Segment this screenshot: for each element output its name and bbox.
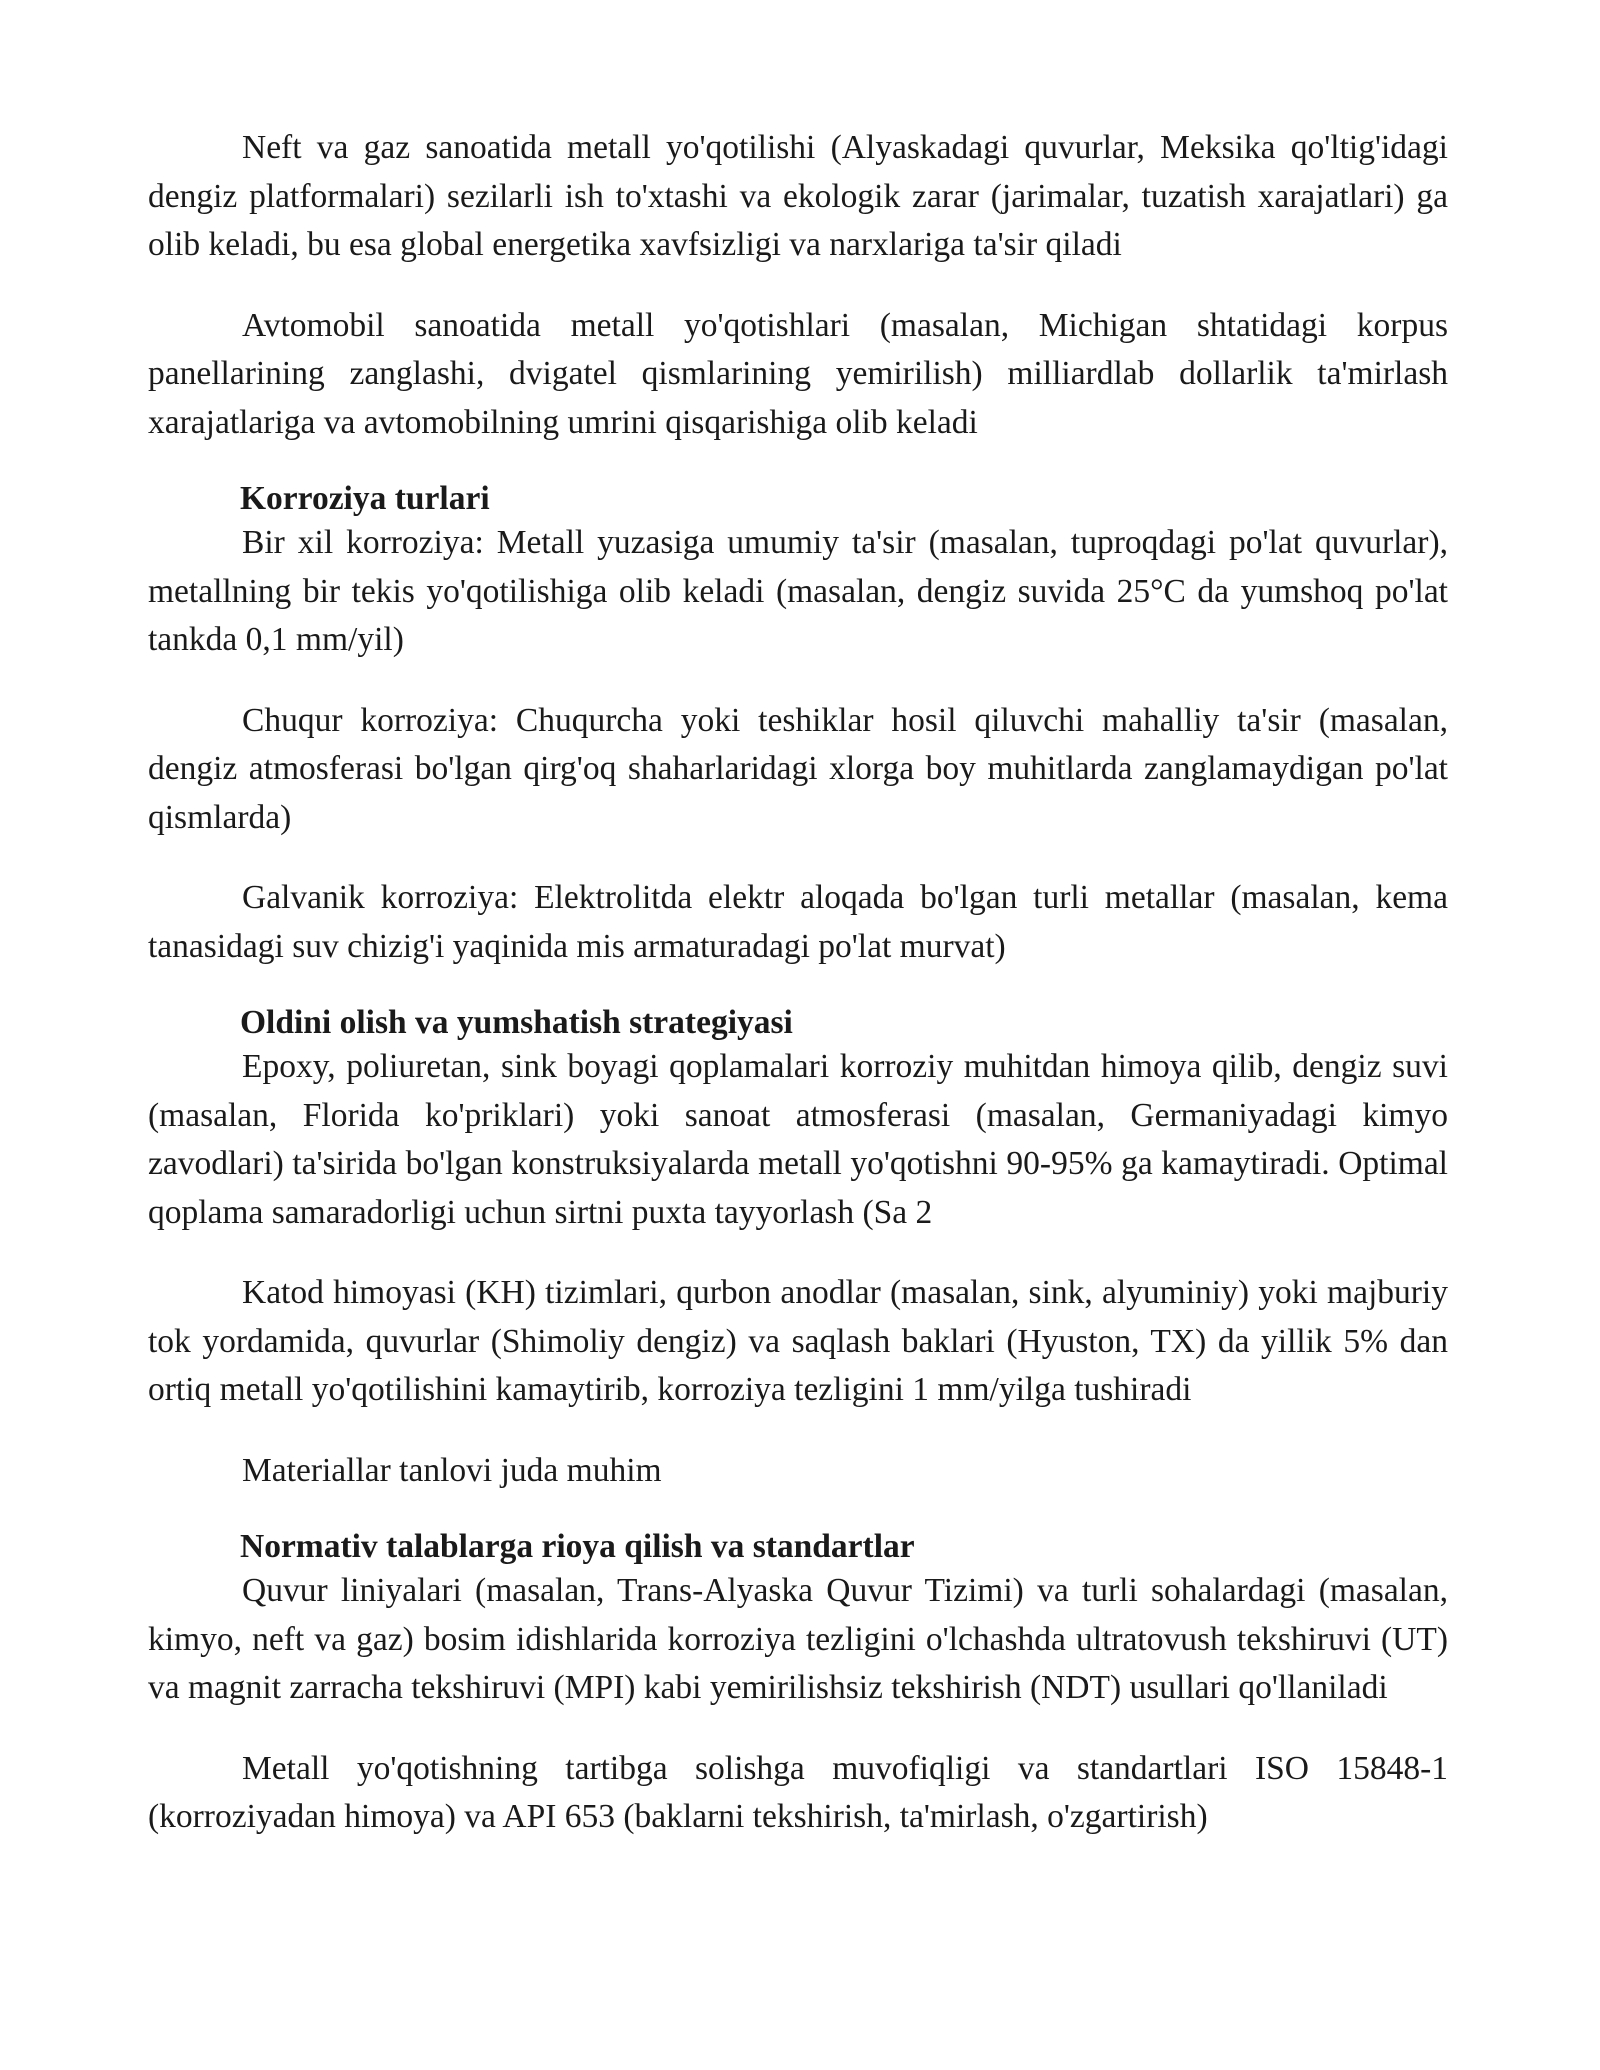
paragraph-cathodic-protection: Katod himoyasi (KH) tizimlari, qurbon anodlar (masalan, sink, alyuminiy) yoki majburiy tok yordamida, quvurlar (Shimoliy dengiz) va saqlash baklari (Hyuston, TX) da yillik 5% dan ortiq metall yo'qotilishini kamaytirib, korroziya tezligini 1 mm/yilga tushiradi — [148, 1274, 1448, 1408]
heading-regulatory-standards: Normativ talablarga rioya qilish va standartlar — [240, 1528, 915, 1565]
paragraph-automotive: Avtomobil sanoatida metall yo'qotishlari (masalan, Michigan shtatidagi korpus panellarining zanglashi, dvigatel qismlarining yemirilish) milliardlab dollarlik ta'mirlash xarajatlariga va avtomobilning umrini qisqarishiga olib keladi — [148, 306, 1448, 441]
paragraph-ndt-methods: Quvur liniyalari (masalan, Trans-Alyaska Quvur Tizimi) va turli sohalardagi (masalan, kimyo, neft va gaz) bosim idishlarida korroziya tezligini o'lchashda ultratovush tekshiruvi (UT) va magnit zarracha tekshiruvi (MPI) kabi yemirilishsiz tekshirish (NDT) usullari qo'llaniladi — [148, 1572, 1448, 1706]
paragraph-oil-gas: Neft va gaz sanoatida metall yo'qotilishi (Alyaskadagi quvurlar, Meksika qo'ltig'idagi dengiz platformalari) sezilarli ish to'xtashi va ekologik zarar (jarimalar, tuzatish xarajatlari) ga olib keladi, bu esa global energetika xavfsizligi va narxlariga ta'sir qiladi — [148, 129, 1448, 263]
paragraph-uniform-corrosion: Bir xil korroziya: Metall yuzasiga umumiy ta'sir (masalan, tuproqdagi po'lat quvurlar), metallning bir tekis yo'qotilishiga olib keladi (masalan, dengiz suvida 25°C da yumshoq po'lat tankda 0,1 mm/yil) — [148, 524, 1448, 658]
document-body — [148, 124, 1448, 1842]
paragraph-standards: Metall yo'qotishning tartibga solishga muvofiqligi va standartlari ISO 15848-1 (korroziyadan himoya) va API 653 (baklarni tekshirish, ta'mirlash, o'zgartirish) — [148, 1749, 1448, 1835]
paragraph-coatings: Epoxy, poliuretan, sink boyagi qoplamalari korroziy muhitdan himoya qilib, dengiz suvi (masalan, Florida ko'priklari) yoki sanoat atmosferasi (masalan, Germaniyadagi kimyo zavodlari) ta'sirida bo'lgan konstruksiyalarda metall yo'qotishni 90-95% ga kamaytiradi. Optimal qoplama samaradorligi uchun sirtni puxta tayyorlash (Sa 2 — [148, 1048, 1448, 1231]
paragraph-galvanic-corrosion: Galvanik korroziya: Elektrolitda elektr aloqada bo'lgan turli metallar (masalan, kema tanasidagi suv chizig'i yaqinida mis armaturadagi po'lat murvat) — [148, 879, 1448, 965]
paragraph-material-selection: Materiallar tanlovi juda muhim — [242, 1451, 662, 1489]
heading-prevention-strategy: Oldini olish va yumshatish strategiyasi — [240, 1004, 793, 1041]
heading-corrosion-types: Korroziya turlari — [240, 480, 490, 517]
paragraph-pitting-corrosion: Chuqur korroziya: Chuqurcha yoki teshiklar hosil qiluvchi mahalliy ta'sir (masalan, dengiz atmosferasi bo'lgan qirg'oq shaharlaridagi xlorga boy muhitlarda zanglamaydigan po'lat qismlarda) — [148, 701, 1448, 836]
